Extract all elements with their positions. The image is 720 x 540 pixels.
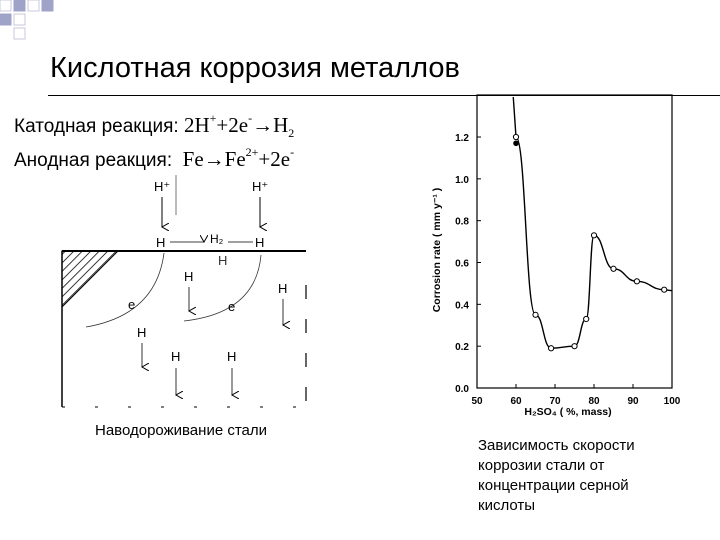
chart-caption-line: Зависимость скорости — [478, 437, 635, 454]
data-point — [662, 287, 667, 292]
chart-y-axis-label: Corrosion rate ( mm y⁻¹ ) — [431, 187, 443, 313]
data-point — [533, 312, 538, 317]
chart-caption — [478, 436, 708, 516]
anode-label: Анодная реакция: — [14, 150, 173, 171]
decorative-squares — [0, 0, 60, 40]
y-tick-label: 1.0 — [455, 174, 469, 186]
data-point — [572, 344, 577, 349]
chart-caption-line: концентрации серной — [478, 477, 629, 494]
h-diffusing-4: H — [171, 349, 181, 364]
y-tick-label: 0.4 — [455, 300, 469, 312]
h-diffusing-2: H — [278, 281, 288, 296]
slide-title: Кислотная коррозия металлов — [50, 52, 460, 84]
y-tick-label: 0.8 — [455, 216, 469, 228]
cathode-formula: $2H^++2e^-\to H_2$ — [183, 111, 295, 141]
hatched-region — [62, 251, 118, 307]
h-atom-right: H — [255, 235, 265, 250]
cathode-reaction — [14, 111, 295, 141]
h-surface: H — [218, 253, 228, 268]
y-tick-label: 0.6 — [455, 258, 469, 270]
x-tick-label: 70 — [549, 396, 561, 407]
x-tick-label: 50 — [471, 396, 483, 407]
x-tick-label: 80 — [588, 396, 600, 407]
h-plus-right: H⁺ — [252, 179, 269, 194]
y-tick-label: 0.2 — [455, 342, 469, 354]
electron-right: e — [228, 299, 236, 314]
h-plus-left: H⁺ — [154, 179, 171, 194]
data-point — [513, 134, 518, 139]
data-point — [549, 346, 554, 351]
corrosion-rate-chart — [410, 85, 685, 420]
h2-molecule: H₂ — [210, 232, 224, 246]
series-line — [513, 97, 672, 348]
y-tick-label: 0.0 — [455, 384, 469, 395]
data-point — [611, 266, 616, 271]
x-tick-label: 90 — [627, 396, 639, 407]
chart-caption-line: кислоты — [478, 497, 536, 514]
x-tick-label: 100 — [663, 396, 681, 407]
diagram-caption: Наводороживание стали — [95, 422, 268, 439]
data-point — [584, 316, 589, 321]
data-point — [634, 279, 639, 284]
cathode-label: Катодная реакция: — [14, 116, 179, 137]
data-point — [591, 233, 596, 238]
h-diffusing-3: H — [137, 325, 147, 340]
electron-left: e — [128, 297, 136, 312]
x-tick-label: 60 — [510, 396, 522, 407]
anode-formula: $Fe\to Fe^{2+}+2e^-$ — [182, 145, 295, 171]
chart-x-axis-label: H₂SO₄ ( %, mass) — [524, 406, 612, 418]
steel-hydrogenation-diagram — [56, 175, 318, 411]
h-atom-left: H — [156, 235, 166, 250]
anode-reaction — [14, 147, 294, 172]
chart-caption-line: коррозии стали от — [478, 457, 605, 474]
h-diffusing-5: H — [227, 349, 237, 364]
y-tick-label: 1.2 — [455, 133, 469, 144]
h-diffusing-1: H — [184, 269, 194, 284]
data-point-filled — [514, 141, 519, 146]
